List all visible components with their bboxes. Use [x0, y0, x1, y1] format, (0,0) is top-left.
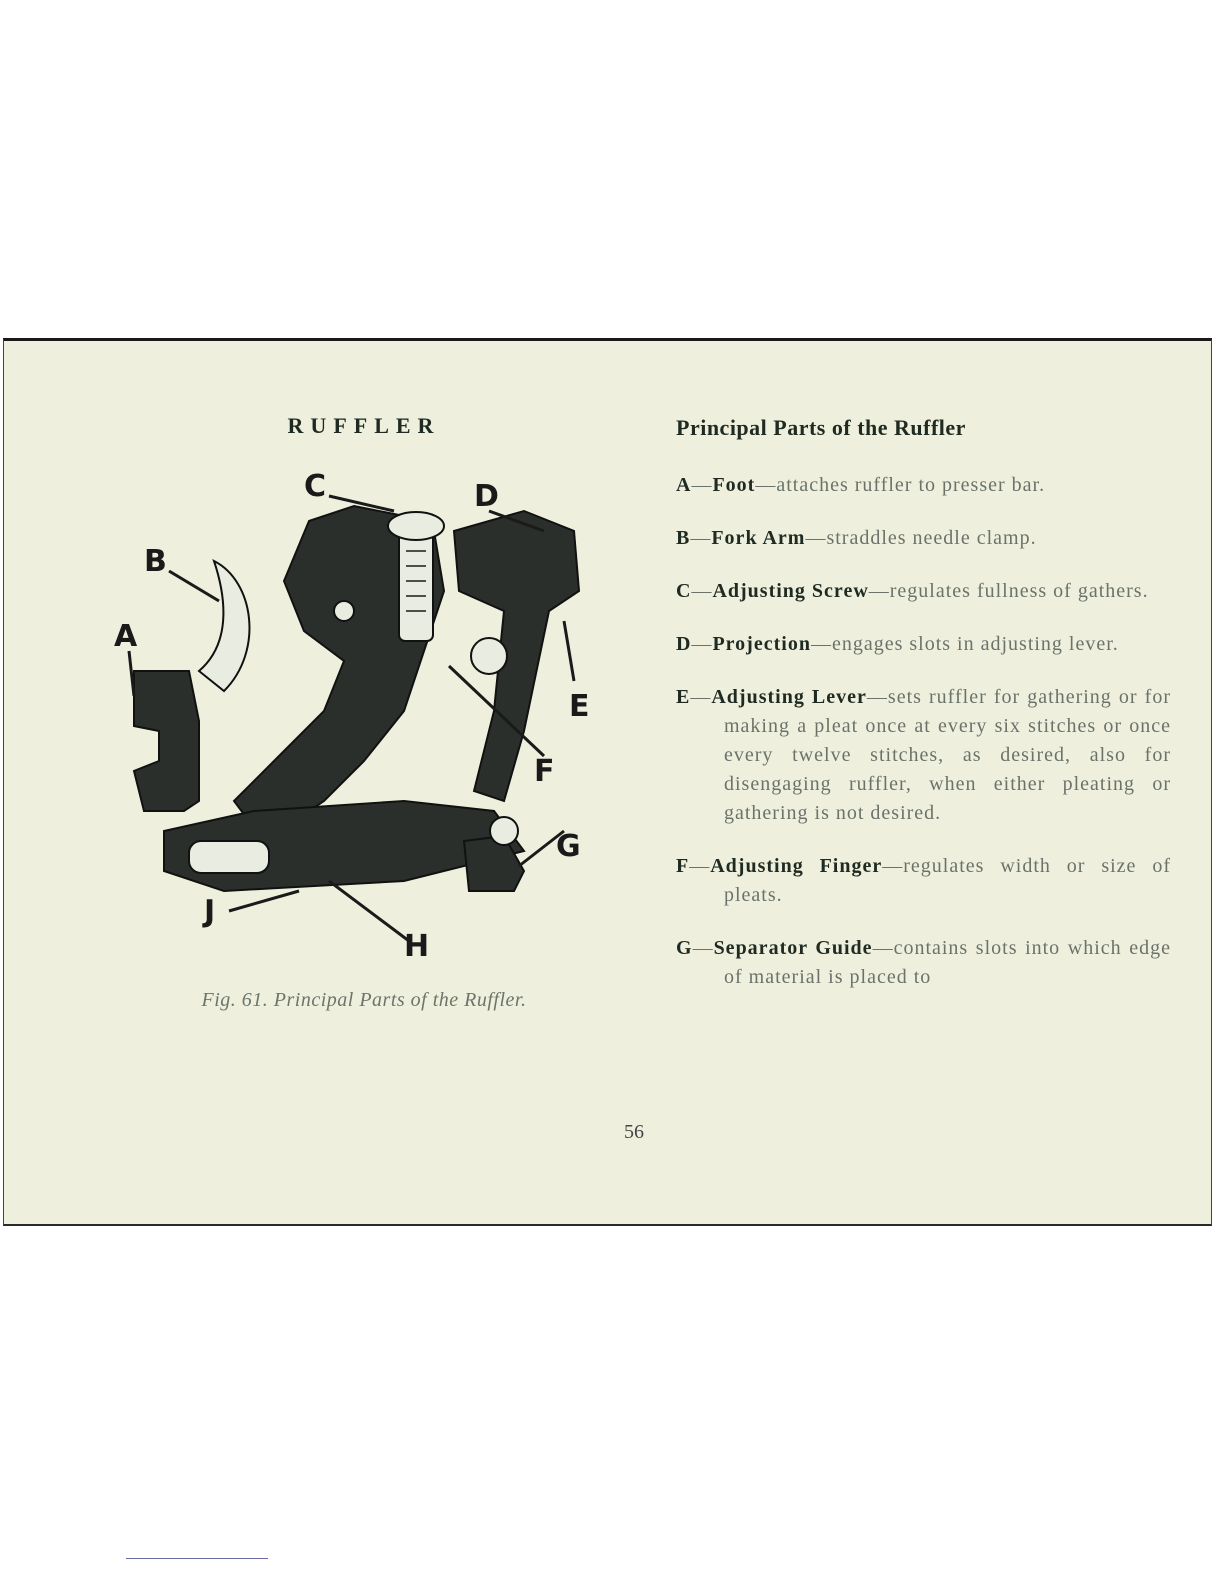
callout-g: G [556, 829, 581, 864]
part-name: Projection [712, 633, 811, 655]
part-name: Adjusting Finger [710, 855, 883, 877]
callout-e: E [569, 689, 590, 724]
part-name: Adjusting Lever [711, 686, 867, 708]
part-letter: D [676, 633, 692, 655]
parts-list [676, 471, 1171, 1016]
figure-caption: Fig. 61. Principal Parts of the Ruffler. [201, 989, 527, 1011]
part-letter: C [676, 580, 692, 602]
callout-b: B [144, 544, 167, 579]
part-letter: G [676, 937, 693, 959]
callout-c: C [304, 471, 327, 504]
callout-a: A [114, 619, 138, 654]
ruffler-illustration [104, 471, 604, 971]
callout-d: D [474, 479, 499, 514]
part-letter: A [676, 474, 692, 496]
part-letter: E [676, 686, 691, 708]
part-description: regulates width or size of pleats. [724, 855, 1171, 906]
part-letter: B [676, 527, 691, 549]
footnote-rule [126, 1558, 268, 1559]
callout-f: F [534, 754, 555, 789]
book-page [3, 338, 1212, 1226]
ruffler-drawing [104, 471, 604, 971]
callout-h: H [404, 929, 430, 964]
part-description: contains slots into which edge of material is placed to [724, 937, 1171, 988]
part-description: sets ruffler for gathering or for making a pleat once at every six stitches or once every twelve stitches, as desired, also for disengaging ruffler, when either pleating or gathering is not desired. [724, 686, 1171, 824]
part-description: engages slots in adjusting lever. [831, 633, 1119, 655]
list-item: G—Separator Guide—contains slots into which edge of material is placed to [676, 937, 1171, 988]
part-description: attaches ruffler to presser bar. [776, 474, 1046, 496]
list-item: C—Adjusting Screw—regulates fullness of gathers. [676, 580, 1149, 602]
part-name: Adjusting Screw [712, 580, 869, 602]
section-title: RUFFLER [287, 413, 441, 438]
list-item: B—Fork Arm—straddles needle clamp. [676, 527, 1037, 549]
callout-j: J [204, 894, 216, 929]
part-description: regulates fullness of gathers. [889, 580, 1149, 602]
part-name: Fork Arm [711, 527, 806, 549]
list-item: F—Adjusting Finger—regulates width or size of pleats. [676, 855, 1171, 906]
part-name: Foot [712, 474, 756, 496]
part-name: Separator Guide [713, 937, 873, 959]
list-item: D—Projection—engages slots in adjusting lever. [676, 633, 1119, 655]
list-item: A—Foot—attaches ruffler to presser bar. [676, 474, 1046, 496]
list-item: E—Adjusting Lever—sets ruffler for gathering or for making a pleat once at every six stitches or once every twelve stitches, as desired, also for disengaging ruffler, when either pleating or gathering is not desired. [676, 686, 1171, 824]
parts-heading: Principal Parts of the Ruffler [676, 415, 966, 440]
part-description: straddles needle clamp. [826, 527, 1037, 549]
part-letter: F [676, 855, 690, 877]
page-number: 56 [624, 1121, 644, 1143]
